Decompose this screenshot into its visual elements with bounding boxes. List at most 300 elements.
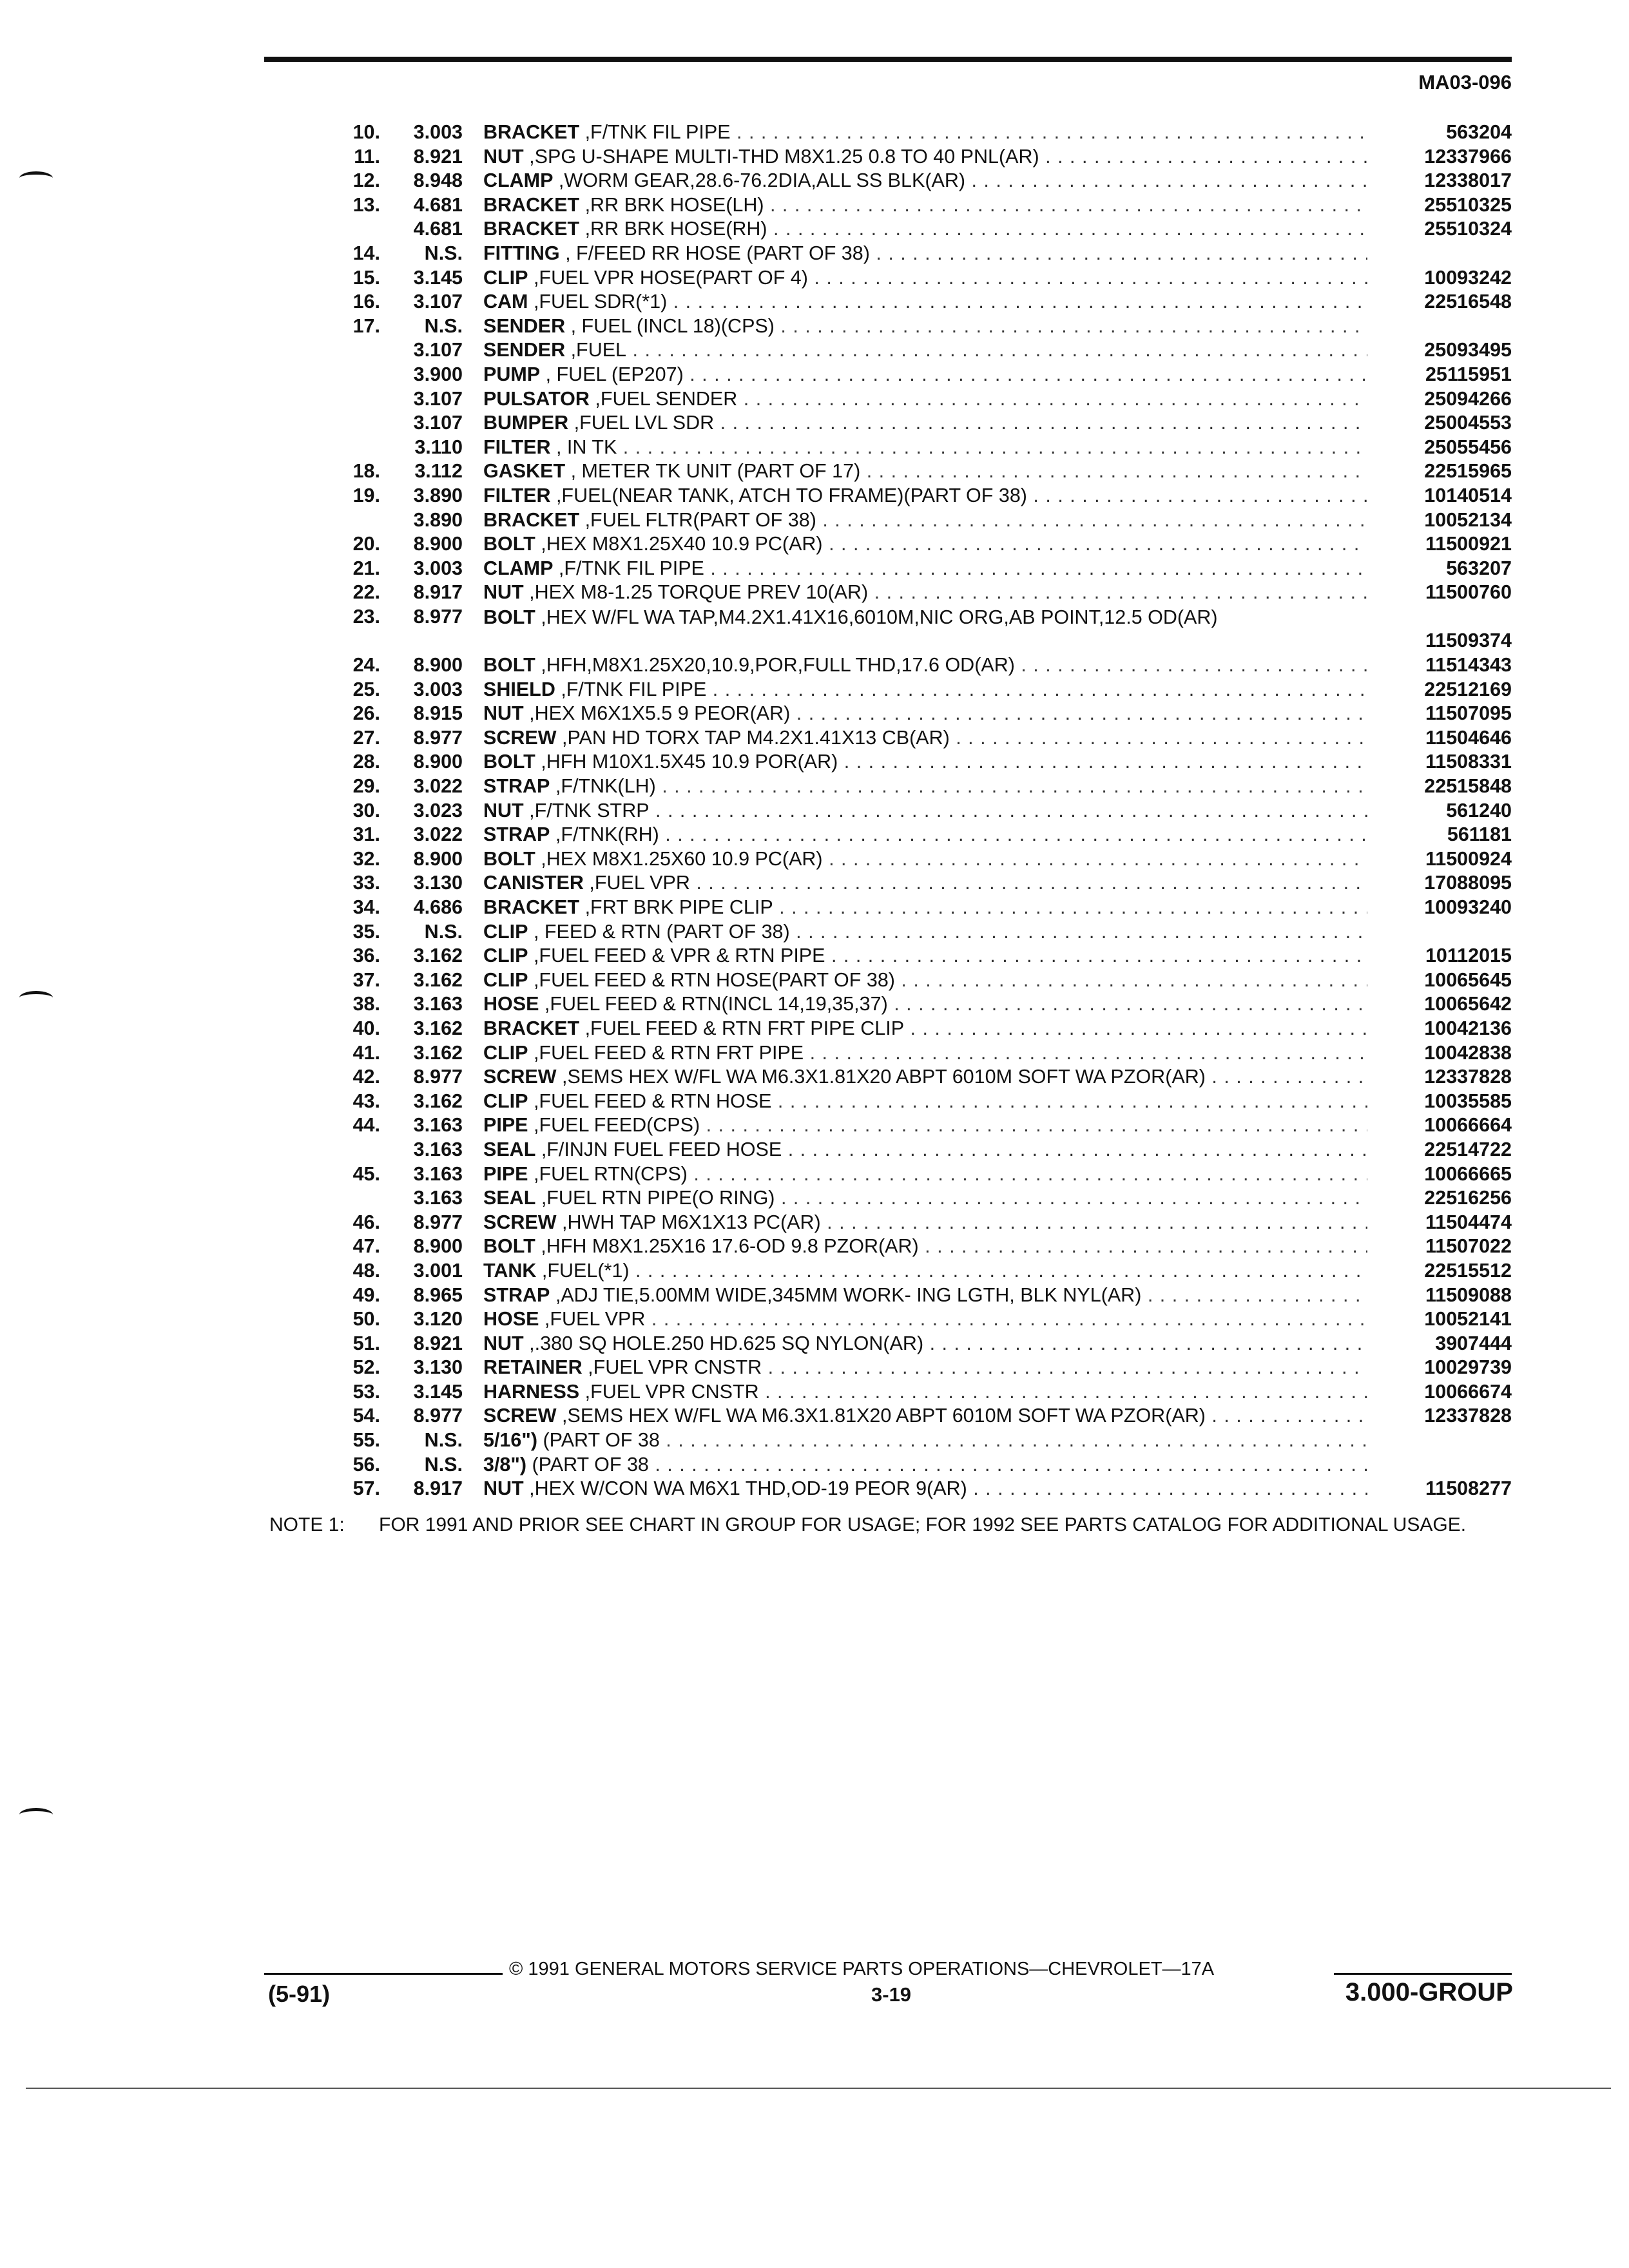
part-row <box>0 485 1629 509</box>
part-description <box>483 872 1367 894</box>
item-number: 52. <box>352 1356 380 1379</box>
part-modifier: ,HEX W/CON WA M6X1 THD,OD-19 PEOR 9(AR) <box>523 1477 967 1500</box>
part-row <box>0 363 1629 388</box>
part-number: 22515512 <box>1424 1259 1512 1282</box>
part-noun: SEAL <box>483 1138 536 1160</box>
part-number: 11507022 <box>1425 1235 1512 1258</box>
group-number: 4.686 <box>413 896 463 918</box>
binder-hole-mark <box>19 171 53 185</box>
part-number: 10066674 <box>1424 1380 1512 1403</box>
item-number: 10. <box>352 121 380 143</box>
part-row <box>0 1381 1629 1405</box>
part-row <box>0 194 1629 218</box>
group-number: 8.921 <box>413 145 463 168</box>
part-modifier: ,PAN HD TORX TAP M4.2X1.41X13 CB(AR) <box>556 726 950 749</box>
part-modifier: ,FUEL FEED & RTN FRT PIPE CLIP <box>579 1017 905 1039</box>
group-number: 8.900 <box>413 751 463 773</box>
group-number: 3.163 <box>413 1114 463 1137</box>
part-row <box>0 242 1629 267</box>
part-number: 22514722 <box>1424 1138 1512 1160</box>
part-number: 11500921 <box>1425 533 1512 555</box>
part-modifier: , FEED & RTN (PART OF 38) <box>528 920 790 943</box>
part-description <box>483 1356 1367 1379</box>
part-noun: 5/16") <box>483 1429 537 1452</box>
group-number: 3.145 <box>413 266 463 289</box>
part-noun: BOLT <box>483 606 535 628</box>
part-modifier: ,F/TNK(RH) <box>550 823 659 846</box>
part-modifier: ,RR BRK HOSE(RH) <box>579 218 767 240</box>
part-number: 10066665 <box>1424 1162 1512 1185</box>
part-row <box>0 267 1629 291</box>
item-number: 31. <box>352 823 380 846</box>
part-row <box>0 1114 1629 1139</box>
group-number: 3.023 <box>413 799 463 822</box>
part-number: 3907444 <box>1435 1332 1512 1354</box>
part-modifier: ,FUEL LVL SDR <box>568 412 715 434</box>
part-description <box>483 267 1367 289</box>
part-description <box>483 969 1367 992</box>
group-number: 3.003 <box>413 678 463 700</box>
group-number: 8.900 <box>413 654 463 677</box>
part-modifier: ,F/TNK FIL PIPE <box>579 121 731 143</box>
item-number: 14. <box>352 242 380 264</box>
part-description <box>483 1308 1367 1331</box>
part-noun: STRAP <box>483 823 550 846</box>
part-row <box>0 945 1629 969</box>
item-number: 43. <box>352 1090 380 1112</box>
item-number: 33. <box>352 872 380 894</box>
item-number: 54. <box>352 1405 380 1427</box>
group-number: 3.107 <box>413 387 463 410</box>
part-row <box>0 388 1629 412</box>
part-noun: CLIP <box>483 1090 528 1112</box>
group-number: 3.003 <box>413 121 463 143</box>
group-number: 8.977 <box>413 1405 463 1427</box>
part-modifier: , IN TK <box>550 436 617 458</box>
group-number: 3.107 <box>413 291 463 313</box>
part-noun: BRACKET <box>483 1017 580 1039</box>
group-number: 8.917 <box>413 1477 463 1500</box>
part-modifier: , FUEL (INCL 18)(CPS) <box>565 314 775 337</box>
group-number: 8.900 <box>413 533 463 555</box>
part-description <box>483 1235 1367 1258</box>
part-noun: CAM <box>483 291 528 313</box>
part-number: 22515848 <box>1424 775 1512 798</box>
part-description <box>483 775 1367 798</box>
note-label: NOTE 1: <box>269 1514 345 1535</box>
part-noun: FILTER <box>483 436 551 458</box>
item-number: 38. <box>352 993 380 1015</box>
part-modifier: ,FUEL FEED & RTN FRT PIPE <box>528 1041 804 1064</box>
part-description <box>483 485 1367 507</box>
part-noun: BUMPER <box>483 412 569 434</box>
part-row <box>0 436 1629 461</box>
part-description <box>483 146 1367 168</box>
part-noun: NUT <box>483 145 524 168</box>
part-modifier: ,FUEL VPR CNSTR <box>579 1380 759 1403</box>
part-noun: HOSE <box>483 1308 539 1331</box>
part-number: 17088095 <box>1424 872 1512 894</box>
part-noun: 3/8") <box>483 1453 527 1475</box>
part-number: 11504646 <box>1425 726 1512 749</box>
part-row <box>0 291 1629 315</box>
item-number: 45. <box>352 1162 380 1185</box>
part-modifier: ,ADJ TIE,5.00MM WIDE,345MM WORK- ING LGTH, BLK NYL(AR) <box>550 1283 1142 1306</box>
part-description <box>483 1454 1367 1476</box>
part-row <box>0 1066 1629 1090</box>
part-row <box>0 678 1629 703</box>
part-modifier: ,HEX M6X1X5.5 9 PEOR(AR) <box>523 702 791 725</box>
part-noun: SENDER <box>483 314 566 337</box>
group-number: 8.977 <box>413 726 463 749</box>
part-number: 561240 <box>1446 799 1512 822</box>
group-number: 3.163 <box>413 1162 463 1185</box>
part-description <box>483 363 1367 386</box>
item-number: 19. <box>352 484 380 506</box>
part-modifier: ,F/TNK STRP <box>523 799 650 822</box>
part-number: 11500924 <box>1425 847 1512 870</box>
group-number: 3.162 <box>413 945 463 967</box>
page-bottom-rule <box>26 2088 1611 2089</box>
part-description <box>483 727 1367 749</box>
group-number: 3.162 <box>413 1090 463 1112</box>
part-description <box>483 1163 1367 1186</box>
part-number: 11508277 <box>1425 1477 1512 1500</box>
part-row <box>0 969 1629 994</box>
part-number: 22515965 <box>1424 460 1512 483</box>
part-description <box>483 242 1367 265</box>
part-description <box>483 993 1367 1015</box>
part-row <box>0 1017 1629 1042</box>
part-row <box>0 533 1629 557</box>
part-noun: NUT <box>483 1332 524 1354</box>
part-noun: BOLT <box>483 847 535 870</box>
part-number: 10093240 <box>1424 896 1512 918</box>
item-number: 49. <box>352 1283 380 1306</box>
part-modifier: ,HEX M8X1.25X60 10.9 PC(AR) <box>535 847 823 870</box>
part-row <box>0 872 1629 896</box>
item-number: 40. <box>352 1017 380 1039</box>
page-number: 3-19 <box>871 1983 912 2006</box>
group-number: 8.921 <box>413 1332 463 1354</box>
part-modifier: ,HEX M8X1.25X40 10.9 PC(AR) <box>535 533 823 555</box>
part-noun: HARNESS <box>483 1380 580 1403</box>
part-row <box>0 339 1629 363</box>
part-modifier: ,FUEL FEED & RTN(INCL 14,19,35,37) <box>539 993 888 1015</box>
group-number: 3.145 <box>413 1380 463 1403</box>
part-modifier: ,F/INJN FUEL FEED HOSE <box>535 1138 782 1160</box>
group-number: 3.900 <box>413 363 463 385</box>
item-number: 12. <box>352 169 380 192</box>
part-noun: NUT <box>483 702 524 725</box>
part-noun: SHIELD <box>483 678 555 700</box>
part-row <box>0 509 1629 533</box>
part-noun: RETAINER <box>483 1356 583 1379</box>
part-number: 25510325 <box>1424 193 1512 216</box>
part-description <box>483 1139 1367 1161</box>
item-number: 15. <box>352 266 380 289</box>
group-number: 3.003 <box>413 557 463 579</box>
part-modifier: ,FUEL(NEAR TANK, ATCH TO FRAME)(PART OF 38) <box>550 484 1027 506</box>
part-number: 10066664 <box>1424 1114 1512 1137</box>
part-number: 25510324 <box>1424 218 1512 240</box>
item-number: 41. <box>352 1041 380 1064</box>
part-description <box>483 800 1367 822</box>
group-number: N.S. <box>424 1429 463 1452</box>
group-number: N.S. <box>424 1453 463 1475</box>
part-row <box>0 412 1629 436</box>
part-number: 10029739 <box>1424 1356 1512 1379</box>
item-number: 24. <box>352 654 380 677</box>
part-row <box>0 1405 1629 1429</box>
part-modifier: (PART OF 38 <box>537 1429 660 1452</box>
part-row <box>0 823 1629 848</box>
group-number: 3.162 <box>413 968 463 991</box>
part-description <box>483 896 1367 919</box>
item-number: 16. <box>352 291 380 313</box>
part-noun: CLIP <box>483 920 528 943</box>
part-modifier: ,FUEL FEED & RTN HOSE(PART OF 38) <box>528 968 895 991</box>
part-modifier: ,FUEL FEED(CPS) <box>528 1114 700 1137</box>
part-row <box>0 1308 1629 1332</box>
part-modifier: ,SPG U-SHAPE MULTI-THD M8X1.25 0.8 TO 40 PNL(AR) <box>523 145 1039 168</box>
part-modifier: ,F/TNK FIL PIPE <box>555 678 707 700</box>
part-description <box>483 509 1367 532</box>
part-noun: FITTING <box>483 242 560 264</box>
part-modifier: ,FUEL VPR <box>539 1308 646 1331</box>
part-modifier: , METER TK UNIT (PART OF 17) <box>565 460 861 483</box>
part-number: 25004553 <box>1424 412 1512 434</box>
group-number: 3.130 <box>413 1356 463 1379</box>
part-number: 11509374 <box>1425 629 1512 652</box>
part-description <box>483 702 1367 725</box>
part-row <box>0 1332 1629 1357</box>
item-number: 18. <box>352 460 380 483</box>
group-number: 3.163 <box>413 1138 463 1160</box>
part-modifier: ,FUEL SENDER <box>589 387 738 410</box>
part-row <box>0 1090 1629 1115</box>
item-number: 29. <box>352 775 380 798</box>
part-number: 10140514 <box>1424 484 1512 506</box>
item-number: 26. <box>352 702 380 725</box>
item-number: 48. <box>352 1259 380 1282</box>
part-noun: TANK <box>483 1259 537 1282</box>
part-modifier: ,FUEL FLTR(PART OF 38) <box>579 508 816 531</box>
group-number: N.S. <box>424 242 463 264</box>
part-modifier: ,HWH TAP M6X1X13 PC(AR) <box>556 1211 821 1233</box>
header-rule <box>264 57 1512 62</box>
part-modifier: ,HFH,M8X1.25X20,10.9,POR,FULL THD,17.6 OD(AR) <box>535 654 1015 677</box>
part-number: 12337828 <box>1424 1405 1512 1427</box>
item-number: 23. <box>352 605 380 628</box>
part-noun: BOLT <box>483 654 535 677</box>
part-modifier: ,FRT BRK PIPE CLIP <box>579 896 773 918</box>
part-description <box>483 291 1367 313</box>
part-number: 25115951 <box>1425 363 1512 385</box>
item-number: 27. <box>352 726 380 749</box>
part-noun: FILTER <box>483 484 551 506</box>
part-noun: SCREW <box>483 726 557 749</box>
part-number: 12338017 <box>1424 169 1512 192</box>
part-row <box>0 727 1629 751</box>
part-modifier: ,F/TNK(LH) <box>550 775 656 798</box>
part-noun: CLIP <box>483 945 528 967</box>
part-description <box>483 194 1367 216</box>
part-number: 11509088 <box>1425 1283 1512 1306</box>
binder-hole-mark <box>19 991 53 1004</box>
group-number: 8.900 <box>413 1235 463 1258</box>
item-number: 47. <box>352 1235 380 1258</box>
item-number: 51. <box>352 1332 380 1354</box>
part-description <box>483 1042 1367 1064</box>
item-number: 35. <box>352 920 380 943</box>
parts-list <box>0 121 1629 1502</box>
part-modifier: ,HEX W/FL WA TAP,M4.2X1.41X16,6010M,NIC ORG,AB POINT,12.5 OD(AR) <box>535 606 1218 628</box>
part-noun: BRACKET <box>483 121 580 143</box>
part-description <box>483 436 1367 459</box>
part-number: 10042136 <box>1424 1017 1512 1039</box>
item-number: 56. <box>352 1453 380 1475</box>
group-number: 3.163 <box>413 993 463 1015</box>
item-number: 25. <box>352 678 380 700</box>
part-description <box>483 1284 1367 1307</box>
part-number: 10042838 <box>1424 1041 1512 1064</box>
part-noun: CLAMP <box>483 169 554 192</box>
part-description <box>483 1187 1367 1209</box>
part-modifier: ,FUEL VPR <box>583 872 690 894</box>
group-number: 3.120 <box>413 1308 463 1331</box>
part-row <box>0 993 1629 1017</box>
part-row <box>0 654 1629 678</box>
part-description <box>483 606 1334 630</box>
group-number: 8.917 <box>413 581 463 604</box>
part-modifier: ,FUEL <box>565 339 627 361</box>
part-description <box>483 1114 1367 1137</box>
part-modifier: ,HFH M8X1.25X16 17.6-OD 9.8 PZOR(AR) <box>535 1235 919 1258</box>
item-number: 53. <box>352 1380 380 1403</box>
part-modifier: ,WORM GEAR,28.6-76.2DIA,ALL SS BLK(AR) <box>553 169 966 192</box>
part-noun: CLIP <box>483 1041 528 1064</box>
part-modifier: ,FUEL FEED & RTN HOSE <box>528 1090 772 1112</box>
part-row <box>0 460 1629 485</box>
part-modifier: ,HFH M10X1.5X45 10.9 POR(AR) <box>535 751 838 773</box>
part-row <box>0 146 1629 170</box>
part-row <box>0 581 1629 606</box>
part-number: 10065642 <box>1424 993 1512 1015</box>
part-modifier: ,.380 SQ HOLE.250 HD.625 SQ NYLON(AR) <box>523 1332 924 1354</box>
group-number: 8.948 <box>413 169 463 192</box>
part-description <box>483 1211 1367 1234</box>
part-number: 12337966 <box>1424 145 1512 168</box>
binder-hole-mark <box>19 1808 53 1821</box>
part-modifier: ,RR BRK HOSE(LH) <box>579 193 764 216</box>
part-description <box>483 412 1367 434</box>
part-number: 11514343 <box>1425 654 1512 677</box>
part-noun: BRACKET <box>483 218 580 240</box>
item-number: 34. <box>352 896 380 918</box>
part-description <box>483 218 1367 240</box>
part-number: 22516548 <box>1424 291 1512 313</box>
part-noun: NUT <box>483 581 524 604</box>
part-noun: BRACKET <box>483 508 580 531</box>
part-description <box>483 339 1367 361</box>
part-description <box>483 945 1367 967</box>
item-number: 50. <box>352 1308 380 1331</box>
group-number: 3.107 <box>413 412 463 434</box>
part-modifier: , FUEL (EP207) <box>540 363 684 385</box>
group-number: 3.890 <box>413 484 463 506</box>
part-number: 25093495 <box>1424 339 1512 361</box>
group-number: 8.915 <box>413 702 463 725</box>
item-number: 42. <box>352 1066 380 1088</box>
part-description <box>483 1066 1367 1088</box>
part-modifier: ,SEMS HEX W/FL WA M6.3X1.81X20 ABPT 6010M SOFT WA PZOR(AR) <box>556 1066 1206 1088</box>
part-row <box>0 1284 1629 1309</box>
part-row <box>0 1139 1629 1163</box>
part-modifier: ,FUEL(*1) <box>536 1259 630 1282</box>
part-number: 10052141 <box>1424 1308 1512 1331</box>
part-number: 10035585 <box>1424 1090 1512 1112</box>
part-modifier: ,FUEL RTN PIPE(O RING) <box>535 1187 775 1209</box>
part-noun: SCREW <box>483 1211 557 1233</box>
item-number: 44. <box>352 1114 380 1137</box>
part-description <box>483 533 1367 555</box>
item-number: 37. <box>352 968 380 991</box>
group-number: 3.022 <box>413 775 463 798</box>
part-row <box>0 1211 1629 1236</box>
part-modifier: ,SEMS HEX W/FL WA M6.3X1.81X20 ABPT 6010M SOFT WA PZOR(AR) <box>556 1405 1206 1427</box>
part-number: 10065645 <box>1424 968 1512 991</box>
group-number: 4.681 <box>413 218 463 240</box>
part-noun: GASKET <box>483 460 566 483</box>
item-number: 57. <box>352 1477 380 1500</box>
item-number: 32. <box>352 847 380 870</box>
part-description <box>483 1090 1367 1113</box>
group-number: 3.107 <box>413 339 463 361</box>
part-row <box>0 606 1629 654</box>
part-row <box>0 1356 1629 1381</box>
part-noun: NUT <box>483 1477 524 1500</box>
part-noun: BOLT <box>483 1235 535 1258</box>
part-row <box>0 1187 1629 1211</box>
part-row <box>0 315 1629 340</box>
part-row <box>0 1042 1629 1066</box>
part-number: 11500760 <box>1425 581 1512 604</box>
part-noun: SENDER <box>483 339 566 361</box>
part-description <box>483 1332 1367 1355</box>
part-row <box>0 800 1629 824</box>
part-description <box>483 388 1367 410</box>
part-number: 10112015 <box>1425 945 1512 967</box>
item-number: 55. <box>352 1429 380 1452</box>
item-number: 46. <box>352 1211 380 1233</box>
part-row <box>0 1235 1629 1260</box>
group-number: 4.681 <box>413 193 463 216</box>
part-modifier: ,FUEL FEED & VPR & RTN PIPE <box>528 945 825 967</box>
group-number: 8.965 <box>413 1283 463 1306</box>
part-noun: CANISTER <box>483 872 584 894</box>
part-row <box>0 1163 1629 1187</box>
part-noun: BRACKET <box>483 896 580 918</box>
part-row <box>0 921 1629 945</box>
part-noun: SCREW <box>483 1405 557 1427</box>
document-code: MA03-096 <box>1418 71 1512 93</box>
part-description <box>483 1429 1367 1452</box>
group-number: 8.977 <box>413 605 463 628</box>
part-noun: BRACKET <box>483 193 580 216</box>
part-description <box>483 581 1367 604</box>
part-number: 22512169 <box>1424 678 1512 700</box>
